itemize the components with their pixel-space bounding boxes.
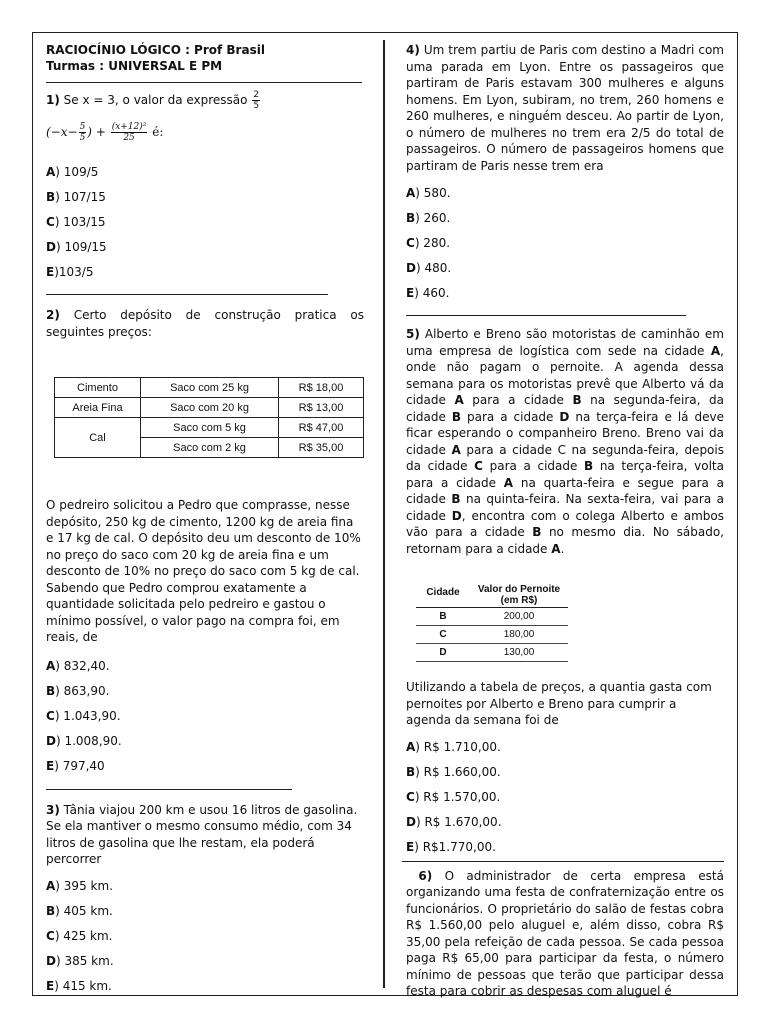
option-text: ) 1.008,90. <box>55 733 122 748</box>
q2-option-c[interactable] <box>46 708 364 724</box>
table-cell: Saco com 25 kg <box>141 378 279 398</box>
q5-pernoite-table <box>416 583 568 662</box>
q4-option-b[interactable] <box>406 210 724 226</box>
table-cell: R$ 35,00 <box>279 438 364 458</box>
option-text: ) 109/15 <box>55 240 107 254</box>
q3-option-c[interactable] <box>46 928 364 944</box>
q4-intro <box>406 42 724 174</box>
q6-intro-text: O administrador de certa empresa está organizando uma festa de confraternização entre os funcionários. O proprietário do salão de festas cobra R$ 1.560,00 pelo aluguel e, além disso, cobra R$ 35,00 pela refeição de cada pessoa. Se cada pessoa paga R$ 65,00 para participar da festa, o número mínimo de pessoas que terão que participar dessa festa para cobrir as despesas com aluguel é <box>406 868 724 998</box>
option-text: ) 395 km. <box>55 878 113 893</box>
q3-option-d[interactable] <box>46 953 364 969</box>
q5-text: na terça-feira e lá deve ficar esperando o companheiro Breno. Breno vai da cidade <box>406 409 724 457</box>
option-letter: C <box>406 236 415 250</box>
option-letter: E <box>406 286 415 300</box>
q4-intro-text: Um trem partiu de Paris com destino a Madri com uma parada em Lyon. Entre os passageiros que partiram de Paris estavam 300 mulheres e alguns homens. Em Lyon, subiram, no trem, 260 homens e 260 mulheres, e ninguém desceu. Ao partir de Lyon, o número de mulheres no trem era 2/5 do total de passageiros. O número de passageiros homens que partiram de Paris nesse trem era <box>406 43 724 173</box>
option-text: ) R$ 1.710,00. <box>415 739 501 754</box>
question-2 <box>46 307 364 774</box>
q5-text: na terça-feira, volta para a cidade <box>406 459 724 490</box>
q1-expr-mid: ) + <box>87 125 106 139</box>
q4-option-d[interactable] <box>406 260 724 276</box>
q1-expr-f1-den: 5 <box>79 133 86 143</box>
header-classes: Turmas : UNIVERSAL E PM <box>46 59 223 73</box>
q1-expr-frac2 <box>111 122 148 143</box>
q2-option-e[interactable] <box>46 758 364 774</box>
q1-expr-frac1 <box>79 122 87 143</box>
table-cell: R$ 18,00 <box>279 378 364 398</box>
option-letter: E <box>46 978 55 993</box>
q5-separator <box>402 861 724 862</box>
q6-intro <box>406 868 724 1000</box>
table-cell: D <box>416 644 470 662</box>
table-row <box>416 626 568 644</box>
q1-option-e[interactable] <box>46 264 364 280</box>
table-cell: Areia Fina <box>55 398 141 418</box>
q1-separator <box>46 294 328 295</box>
table-header: Cidade <box>416 583 470 608</box>
table-cell: Cimento <box>55 378 141 398</box>
q5-city: B <box>451 492 461 506</box>
option-text: ) 405 km. <box>55 903 113 918</box>
q5-text: para a cidade <box>472 393 564 407</box>
q3-number: 3) <box>46 802 60 817</box>
option-text: ) 480. <box>415 261 452 275</box>
q1-frac-num: 2 <box>253 90 260 100</box>
question-4 <box>406 42 724 301</box>
option-text: ) 109/5 <box>55 165 99 179</box>
option-text: ) R$ 1.660,00. <box>415 764 501 779</box>
q2-intro <box>46 307 364 340</box>
option-letter: B <box>406 211 416 225</box>
table-cell: Cal <box>55 418 141 458</box>
q5-text: no mesmo dia. No sábado, retornam para a cidade <box>406 525 724 556</box>
option-text: ) 107/15 <box>55 190 106 204</box>
question-6 <box>406 868 724 1000</box>
q5-text: na quarta-feira e segue para a cidade <box>406 475 724 506</box>
option-letter: D <box>46 733 56 748</box>
q4-options <box>406 185 724 301</box>
table-cell: 180,00 <box>470 626 568 644</box>
q5-city: B <box>572 393 582 407</box>
option-letter: B <box>46 683 56 698</box>
q5-text: , encontra com o colega Alberto e ambos vão para a cidade <box>406 508 724 539</box>
option-letter: D <box>46 953 56 968</box>
q5-text: na segunda-feira, da cidade <box>406 393 724 424</box>
q5-option-b[interactable] <box>406 764 724 780</box>
q4-number: 4) <box>406 43 420 57</box>
q2-option-d[interactable] <box>46 733 364 749</box>
q3-option-e[interactable] <box>46 978 364 994</box>
option-letter: D <box>406 261 416 275</box>
option-letter: B <box>406 764 416 779</box>
right-column <box>406 42 724 1000</box>
q5-option-a[interactable] <box>406 739 724 755</box>
q1-frac-den: 5 <box>253 101 260 111</box>
table-cell: C <box>416 626 470 644</box>
q1-options <box>46 164 364 280</box>
table-row <box>55 418 364 438</box>
q5-city: A <box>454 393 464 407</box>
q3-option-a[interactable] <box>46 878 364 894</box>
option-text: ) 1.043,90. <box>54 708 121 723</box>
q5-option-e[interactable] <box>406 839 724 855</box>
q5-city: A <box>503 475 514 490</box>
q1-expr-f1-num: 5 <box>79 122 86 132</box>
q5-city: A <box>451 442 461 457</box>
q1-expr-end: é: <box>152 125 164 139</box>
table-cell: B <box>416 608 470 626</box>
q5-text: para a cidade <box>467 409 554 424</box>
q1-number: 1) <box>46 93 60 107</box>
option-letter: C <box>46 928 55 943</box>
option-letter: C <box>406 789 415 804</box>
q5-city: C <box>474 459 483 473</box>
header-title: RACIOCÍNIO LÓGICO : Prof Brasil <box>46 43 265 57</box>
q1-expression <box>46 121 364 143</box>
table-header-row <box>416 583 568 608</box>
option-text: ) 260. <box>415 211 451 225</box>
q2-option-a[interactable] <box>46 658 364 674</box>
option-text: ) 863,90. <box>55 683 110 698</box>
q1-option-b[interactable] <box>46 189 364 205</box>
q6-number: 6) <box>418 868 433 883</box>
q1-expr-f2-den: 25 <box>123 133 135 143</box>
option-letter: B <box>46 903 56 918</box>
option-text: )103/5 <box>54 265 94 279</box>
option-text: ) 580. <box>415 186 451 200</box>
q1-expr-f2-num: (x+12)² <box>111 122 147 132</box>
q5-text: para a cidade C na segunda-feira, depois da cidade <box>406 442 724 473</box>
q4-option-c[interactable] <box>406 235 724 251</box>
q1-intro <box>46 90 364 111</box>
q2-number: 2) <box>46 308 60 322</box>
table-cell: Saco com 20 kg <box>141 398 279 418</box>
q5-text: , onde não pagam o pernoite. A agenda dessa semana para os motoristas prevê que Alberto vá da cidade <box>406 343 724 407</box>
table-row <box>416 644 568 662</box>
q5-city: A <box>551 541 561 556</box>
option-letter: B <box>46 190 56 204</box>
q3-intro <box>46 802 364 868</box>
q5-body <box>406 326 724 557</box>
question-1 <box>46 90 364 280</box>
q3-intro-text: Tânia viajou 200 km e usou 16 litros de gasolina. Se ela mantiver o mesmo consumo médio, com 34 litros de gasolina que lhe restam, ela poderá percorrer <box>46 802 358 866</box>
option-letter: E <box>46 265 55 279</box>
q4-option-e[interactable] <box>406 285 724 301</box>
option-letter: E <box>46 758 55 773</box>
option-text: ) 280. <box>414 236 451 250</box>
q5-text: . <box>560 541 565 556</box>
table-cell: Saco com 2 kg <box>141 438 279 458</box>
option-text: ) 460. <box>414 286 450 300</box>
table-cell: 130,00 <box>470 644 568 662</box>
header-rule <box>46 82 362 83</box>
q4-option-a[interactable] <box>406 185 724 201</box>
option-letter: A <box>46 165 56 179</box>
option-text: ) R$ 1.670,00. <box>415 814 502 829</box>
option-letter: D <box>46 240 56 254</box>
table-header: Valor do Pernoite (em R$) <box>470 583 568 608</box>
q5-text: na quinta-feira. Na sexta-feira, vai para a cidade <box>406 492 724 523</box>
table-row <box>416 608 568 626</box>
option-text: ) 103/15 <box>54 215 106 229</box>
table-row <box>55 398 364 418</box>
q3-option-b[interactable] <box>46 903 364 919</box>
table-cell: R$ 13,00 <box>279 398 364 418</box>
option-letter: C <box>46 708 55 723</box>
q2-option-b[interactable] <box>46 683 364 699</box>
table-cell: R$ 47,00 <box>279 418 364 438</box>
q5-question: Utilizando a tabela de preços, a quantia gasta com pernoites por Alberto e Breno para cumprir a agenda da semana foi de <box>406 680 712 727</box>
option-letter: E <box>406 839 415 854</box>
option-text: ) R$ 1.570,00. <box>414 789 501 804</box>
question-5 <box>406 326 724 855</box>
q2-separator <box>46 789 292 790</box>
option-letter: C <box>46 215 55 229</box>
q5-city: B <box>451 409 462 424</box>
option-text: ) R$1.770,00. <box>414 839 496 854</box>
column-divider <box>383 40 385 988</box>
q5-city: A <box>710 343 721 358</box>
option-text: ) 425 km. <box>54 928 113 943</box>
q1-intro-text: Se x = 3, o valor da expressão <box>63 93 248 107</box>
option-text: ) 797,40 <box>54 758 105 773</box>
q5-options <box>406 739 724 855</box>
table-row <box>55 378 364 398</box>
option-text: ) 832,40. <box>55 658 110 673</box>
q1-expr-open: (−x− <box>46 125 78 139</box>
q5-number: 5) <box>406 327 420 341</box>
q5-text: para a cidade <box>489 459 578 473</box>
q5-text: Alberto e Breno são motoristas de caminhão em uma empresa de logística com sede na cidade <box>406 327 724 358</box>
table-cell: 200,00 <box>470 608 568 626</box>
q2-body: O pedreiro solicitou a Pedro que comprasse, nesse depósito, 250 kg de cimento, 1200 kg de areia fina e 17 kg de cal. O depósito deu um desconto de 10% no preço do saco com 20 kg de areia fina e um desconto de 10% no preço do saco com 5 kg de cal. Sabendo que Pedro comprou exatamente a quantidade solicitada pelo pedreiro e gastou o mínimo possível, o valor pago na compra foi, em reais, de <box>46 498 361 644</box>
q2-options <box>46 658 364 774</box>
q1-option-a[interactable] <box>46 164 364 180</box>
q1-fraction <box>252 90 260 111</box>
q1-option-c[interactable] <box>46 214 364 230</box>
q2-price-table <box>54 377 364 458</box>
option-letter: D <box>406 814 416 829</box>
option-letter: A <box>406 186 416 200</box>
q4-separator <box>406 315 686 316</box>
q5-city: D <box>559 409 570 424</box>
q3-options <box>46 878 364 994</box>
q2-intro-text: Certo depósito de construção pratica os seguintes preços: <box>46 308 364 339</box>
option-text: ) 385 km. <box>55 953 114 968</box>
q5-city: D <box>451 508 462 523</box>
table-cell: Saco com 5 kg <box>141 418 279 438</box>
left-column <box>46 42 364 994</box>
question-3 <box>46 802 364 994</box>
q1-option-d[interactable] <box>46 239 364 255</box>
q5-city: B <box>584 459 594 473</box>
option-text: ) 415 km. <box>54 978 112 993</box>
option-letter: A <box>46 878 56 893</box>
option-letter: A <box>46 658 56 673</box>
q5-option-d[interactable] <box>406 814 724 830</box>
option-letter: A <box>406 739 416 754</box>
q5-option-c[interactable] <box>406 789 724 805</box>
q5-city: B <box>532 525 542 539</box>
